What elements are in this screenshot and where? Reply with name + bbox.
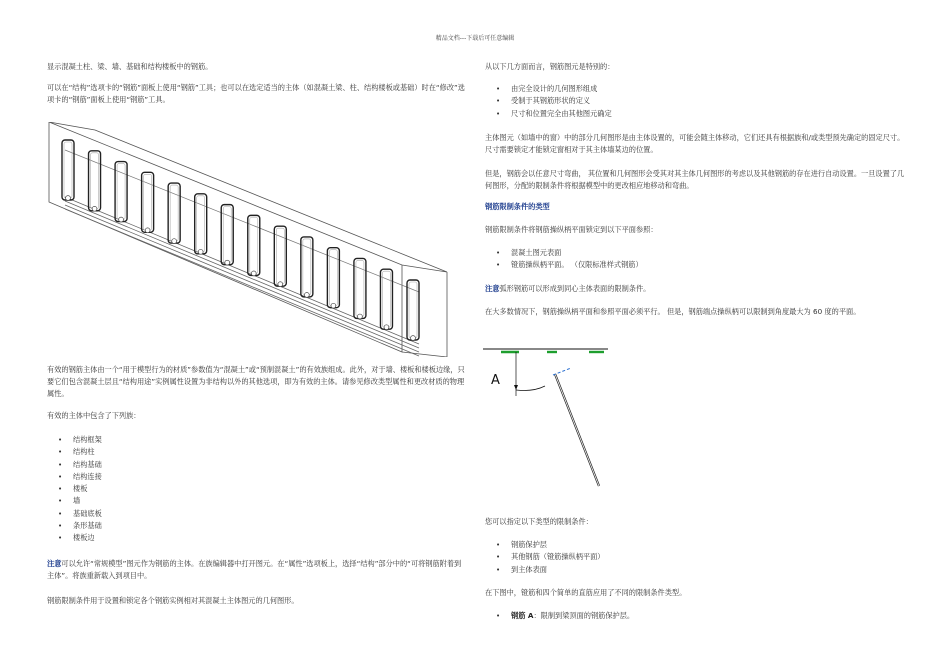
- handle-plane-line: [553, 368, 571, 375]
- beam-front-face: [49, 122, 402, 352]
- list-item: • 条形基础: [47, 520, 467, 532]
- rebar-a-list: [485, 610, 905, 622]
- arrow-head-icon: [514, 385, 518, 390]
- reference-list: [485, 247, 905, 272]
- bar-section: [251, 271, 256, 276]
- list-item: • 钢筋保护层: [485, 539, 905, 551]
- list-item: • 混凝土图元表面: [485, 247, 905, 259]
- list-item: • 到主体表面: [485, 564, 905, 576]
- stirrup-inner: [329, 250, 337, 306]
- note-label: 注意: [47, 559, 62, 568]
- tool-usage-text: 可以在“结构”选项卡的“钢筋”面板上使用“钢筋”工具；也可以在选定适当的主体（如混凝土梁、柱、结构楼板或基础）时在“修改”选项卡的“钢筋”面板上使用“钢筋”工具。: [47, 83, 465, 104]
- list-item: • 楼板边: [47, 532, 467, 544]
- bar-section: [145, 228, 150, 233]
- bar-section: [384, 325, 389, 330]
- bar-section: [225, 260, 230, 265]
- stirrup-inner: [91, 153, 99, 209]
- intro-text: 显示混凝土柱、梁、墙、基础和结构楼板中的钢筋。: [47, 62, 213, 71]
- list-item: • 结构框架: [47, 434, 467, 446]
- note-text: 弧形钢筋可以形成到同心主体表面的限制条件。: [499, 284, 651, 293]
- note-text: 可以允许“常规模型”图元作为钢筋的主体。在族编辑器中打开图元。在“属性”选项板上，选择“结构”部分中的“可将钢筋附着到主体”。将族重新载入到项目中。: [47, 559, 462, 580]
- stirrup-inner: [382, 271, 390, 327]
- list-item: • 结构连接: [47, 471, 467, 483]
- list-item: • 基础底板: [47, 508, 467, 520]
- note-arc-rebar: [485, 283, 905, 295]
- host-families-intro: 有效的主体中包含了下列族：: [47, 411, 141, 420]
- bar-section: [304, 293, 309, 298]
- specify-types-text: 您可以指定以下类型的限制条件：: [485, 517, 593, 526]
- list-item: • 尺寸和位置完全由其他图元确定: [485, 108, 905, 120]
- bar-section: [119, 217, 124, 222]
- rebar-bending-text: 但是，钢筋会以任意尺寸弯曲， 其位置和几何图形会受其对其主体几何图形的考虑以及其他钢筋的存在进行自动设置。一旦设置了几何图形，分配的限制条件将根据模型中的更改相应地移动和弯曲。: [485, 169, 905, 190]
- bar-section: [358, 314, 363, 319]
- list-item: • 墙: [47, 495, 467, 507]
- list-item: • 由完全设计的几何图形组成: [485, 83, 905, 95]
- angle-constraint-diagram: [483, 338, 628, 493]
- bar-section: [172, 239, 177, 244]
- figure-intro-text: 在下图中，镫筋和四个简单的直筋应用了不同的限制条件类型。: [485, 588, 687, 597]
- list-item: • 镫筋操纵柄平面。 （仅限标准样式钢筋）: [485, 259, 905, 271]
- stirrup-inner: [144, 174, 152, 230]
- list-item: • 结构基础: [47, 459, 467, 471]
- note-label: 注意: [485, 284, 500, 293]
- section-heading: 钢筋限制条件的类型: [485, 202, 550, 211]
- bar-section: [198, 249, 203, 254]
- list-item: • 其他钢筋（镫筋操纵柄平面）: [485, 551, 905, 563]
- list-item: • 结构柱: [47, 446, 467, 458]
- list-item: [485, 610, 905, 622]
- special-list: [485, 83, 905, 120]
- special-intro-text: 从以下几方面而言，钢筋图元是特别的：: [485, 62, 615, 71]
- valid-host-text: 有效的钢筋主体由一个“用于模型行为的材质”参数值为“混凝土”或“预制混凝土”的有效族组成。此外，对于墙、楼板和楼板边缘，只要它们包含混凝土层且“结构用途”实例属性设置为非结构以外的其他选项，即为有效的主体。请参见修改类型属性和更改材质的物理属性。: [47, 365, 465, 398]
- stirrup-inner: [117, 164, 125, 220]
- bar-section: [411, 336, 416, 341]
- parallel-plane-text: 在大多数情况下，钢筋操纵柄平面和参照平面必须平行。 但是，钢筋端点操纵柄可以限制到角度最大为 60 度的平面。: [485, 307, 861, 316]
- stirrup-inner: [356, 260, 364, 316]
- constraint-intro-text: 钢筋限制条件用于设置和锁定各个钢筋实例相对其混凝土主体图元的几何图形。: [47, 596, 299, 605]
- host-family-list: [47, 434, 467, 545]
- note-generic-model: [47, 558, 467, 582]
- list-item: • 楼板: [47, 483, 467, 495]
- bar-section: [66, 196, 71, 201]
- angle-label: A: [491, 373, 500, 388]
- rebar-bar-inner: [555, 374, 599, 486]
- bar-section: [331, 303, 336, 308]
- bar-section: [92, 206, 97, 211]
- page-header: 精品文档---下载后可任意编辑: [435, 35, 515, 42]
- host-geometry-text: 主体图元（如墙中的窗）中的部分几何图形是由主体设置的，可能会随主体移动，它们还具有根据族和/或类型预先确定的固定尺寸。 尺寸需要锁定才能锁定窗相对于其主体墙某边的位置。: [485, 133, 905, 154]
- constraint-type-list: [485, 539, 905, 576]
- rebar-beam-illustration: [47, 122, 462, 357]
- rebar-a-label: 钢筋 A: [511, 611, 534, 620]
- constraint-lock-text: 钢筋限制条件将钢筋操纵柄平面锁定到以下平面参照：: [485, 225, 658, 234]
- bar-section: [278, 282, 283, 287]
- list-item: • 受制于其钢筋形状的定义: [485, 95, 905, 107]
- rebar-a-text: ：限制到梁顶面的钢筋保护层。: [533, 611, 635, 620]
- angle-arc: [516, 386, 545, 391]
